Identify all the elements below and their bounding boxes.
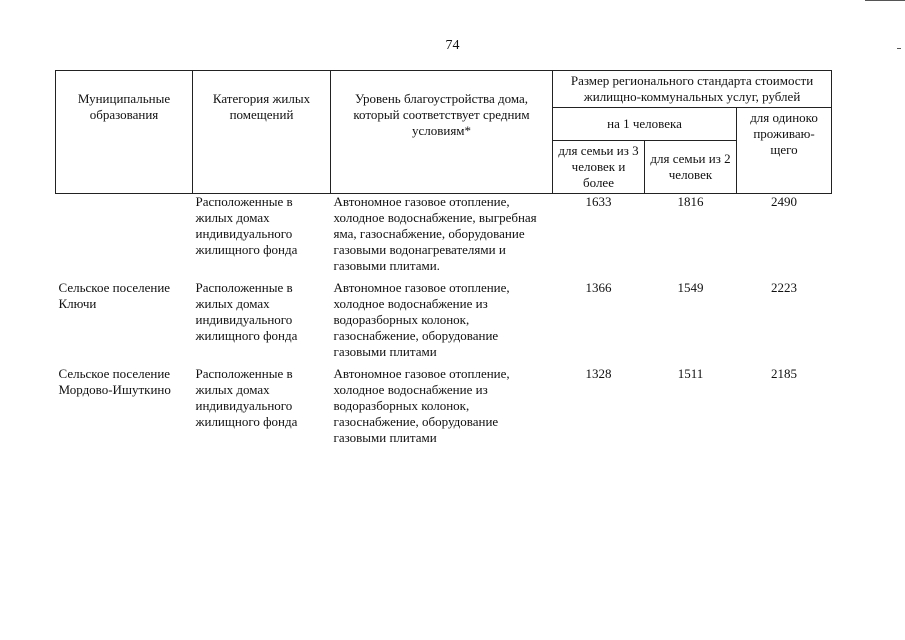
- cell-level: Автономное газовое отопление, холодное водоснабжение из водоразборных колонок, газоснабжение, оборудование газовыми плитами: [333, 366, 510, 445]
- header-standard: Размер регионального стандарта стоимости жилищно-коммунальных услуг, рублей: [553, 71, 832, 108]
- cell-family-3: 1328: [585, 366, 612, 381]
- cell-municipality: [56, 194, 193, 281]
- cell-category: Расположенные в жилых домах индивидуального жилищного фонда: [195, 366, 298, 429]
- header-family-2: для семьи из 2 человек: [645, 141, 737, 194]
- cell-category: Расположенные в жилых домах индивидуального жилищного фонда: [195, 280, 298, 343]
- header-single: для одиноко проживаю-щего: [737, 108, 832, 194]
- table-row: [56, 366, 832, 452]
- cell-single: 2490: [771, 194, 798, 209]
- cell-family-2: 1511: [677, 366, 704, 381]
- cell-family-3: 1633: [585, 194, 612, 209]
- cell-single: 2185: [771, 366, 798, 381]
- scan-corner-mark: [865, 0, 905, 4]
- table-row: [56, 280, 832, 366]
- cell-level: Автономное газовое отопление, холодное водоснабжение, выгребная яма, газоснабжение, оборудование газовыми водонагревателями и газовыми плитами.: [333, 194, 537, 273]
- header-category: Категория жилых помещений: [193, 71, 331, 194]
- cell-family-2: 1549: [677, 280, 704, 295]
- header-municipality: Муниципальные образования: [56, 71, 193, 194]
- header-family-3: для семьи из 3 человек и более: [553, 141, 645, 194]
- cell-level: Автономное газовое отопление, холодное водоснабжение из водоразборных колонок, газоснабжение, оборудование газовыми плитами: [333, 280, 510, 359]
- header-level: Уровень благоустройства дома, который соответствует средним условиям*: [331, 71, 553, 194]
- cell-category: Расположенные в жилых домах индивидуального жилищного фонда: [195, 194, 298, 257]
- header-per-person: на 1 человека: [553, 108, 737, 141]
- cell-family-2: 1816: [677, 194, 704, 209]
- cell-single: 2223: [771, 280, 798, 295]
- cell-municipality: Сельское поселение Мордово-Ишуткино: [58, 366, 171, 397]
- table-row: [56, 194, 832, 281]
- cell-family-3: 1366: [585, 280, 612, 295]
- housing-standard-table: [55, 70, 832, 452]
- cell-municipality: Сельское поселение Ключи: [58, 280, 171, 311]
- page-number: 74: [445, 38, 460, 53]
